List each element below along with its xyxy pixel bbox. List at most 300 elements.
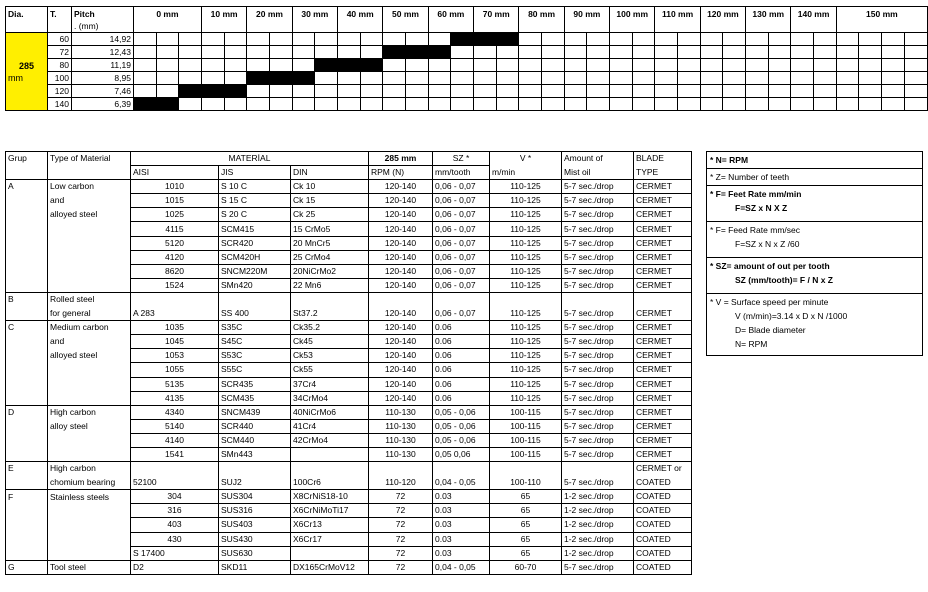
cell-din: 22 Mn6: [291, 278, 369, 292]
pitch-bar-segment: [338, 59, 361, 72]
grid-cell: [836, 46, 859, 59]
formula-notes: [706, 151, 923, 356]
grid-cell: [723, 85, 746, 98]
cell-jis: S 10 C: [219, 180, 291, 194]
grid-cell: [904, 46, 927, 59]
cell-jis: SUJ2: [219, 476, 291, 490]
grid-cell: [746, 72, 769, 85]
grid-cell: [269, 33, 292, 46]
cell-v: 110-125: [490, 349, 562, 363]
table-row: [6, 278, 692, 292]
grid-cell: [406, 33, 429, 46]
cell-rpm: 110-130: [369, 447, 433, 461]
grid-cell: [859, 72, 882, 85]
grid-cell: [338, 33, 361, 46]
header-material: MATERİAL: [131, 152, 369, 166]
grid-cell: [836, 72, 859, 85]
grid-cell: [678, 72, 701, 85]
group-label: [6, 447, 48, 461]
teeth-count: 140: [47, 98, 71, 111]
scale-label: 100 mm: [610, 7, 655, 33]
grid-cell: [610, 33, 633, 46]
teeth-count: 72: [47, 46, 71, 59]
grid-cell: [791, 46, 814, 59]
header-amount: Amount of: [562, 152, 634, 166]
cell-aisi: 430: [131, 532, 219, 546]
note-n-label: * N= RPM: [710, 155, 749, 165]
grid-cell: [224, 33, 247, 46]
pitch-bar-segment: [247, 72, 270, 85]
table-row: [6, 292, 692, 306]
grid-cell: [360, 85, 383, 98]
grid-cell: [179, 59, 202, 72]
header-dia: Dia.: [6, 7, 48, 33]
grid-cell: [156, 72, 179, 85]
grid-cell: [746, 85, 769, 98]
cell-sz: 0.06: [433, 377, 490, 391]
cell-din: 100Cr6: [291, 476, 369, 490]
grid-cell: [904, 72, 927, 85]
cell-rpm: 72: [369, 490, 433, 504]
grid-cell: [587, 85, 610, 98]
grid-cell: [587, 59, 610, 72]
cell-rpm: 120-140: [369, 264, 433, 278]
grid-cell: [247, 85, 270, 98]
cell-amount: 5-7 sec./drop: [562, 208, 634, 222]
cell-aisi: [131, 292, 219, 306]
grid-cell: [360, 98, 383, 111]
teeth-count: 80: [47, 59, 71, 72]
cell-blade: CERMET or: [634, 462, 692, 476]
table-row: [6, 335, 692, 349]
cell-sz: 0,05 - 0,06: [433, 433, 490, 447]
subheader-din: DIN: [291, 166, 369, 180]
note-f1-formula: F=SZ x N X Z: [735, 203, 788, 213]
grid-cell: [156, 33, 179, 46]
grid-cell: [451, 98, 474, 111]
cell-jis: SCR435: [219, 377, 291, 391]
table-row: [6, 433, 692, 447]
table-row: [6, 504, 692, 518]
cell-jis: SUS403: [219, 518, 291, 532]
grid-cell: [814, 85, 837, 98]
grid-cell: [655, 33, 678, 46]
group-label: [6, 391, 48, 405]
grid-cell: [269, 46, 292, 59]
material-type: for general: [48, 307, 131, 321]
grid-cell: [338, 46, 361, 59]
cell-amount: 5-7 sec./drop: [562, 377, 634, 391]
grid-cell: [723, 98, 746, 111]
table-row: [6, 391, 692, 405]
cell-amount: 5-7 sec./drop: [562, 194, 634, 208]
material-type: alloy steel: [48, 419, 131, 433]
grid-cell: [451, 85, 474, 98]
grid-cell: [224, 98, 247, 111]
grid-cell: [587, 98, 610, 111]
note-d-def: D= Blade diameter: [735, 325, 806, 335]
grid-cell: [474, 85, 497, 98]
cell-aisi: S 17400: [131, 546, 219, 560]
grid-cell: [791, 33, 814, 46]
grid-cell: [610, 98, 633, 111]
grid-cell: [519, 46, 542, 59]
pitch-row: [6, 85, 928, 98]
cell-v: 65: [490, 490, 562, 504]
grid-cell: [882, 85, 905, 98]
grid-cell: [428, 33, 451, 46]
cell-blade: COATED: [634, 560, 692, 574]
cell-amount: 5-7 sec./drop: [562, 180, 634, 194]
pitch-bar-segment: [406, 46, 429, 59]
grid-cell: [904, 59, 927, 72]
grid-cell: [292, 85, 315, 98]
grid-cell: [360, 33, 383, 46]
grid-cell: [269, 98, 292, 111]
group-label: [6, 504, 48, 518]
note-n: [707, 152, 922, 169]
cell-din: 41Cr4: [291, 419, 369, 433]
table-subheader-row: [6, 166, 692, 180]
cell-blade: CERMET: [634, 363, 692, 377]
grid-cell: [474, 46, 497, 59]
pitch-bar-segment: [269, 72, 292, 85]
grid-cell: [814, 59, 837, 72]
cell-v: 110-125: [490, 236, 562, 250]
pitch-bar-segment: [360, 59, 383, 72]
grid-cell: [746, 33, 769, 46]
cell-sz: 0.06: [433, 335, 490, 349]
cell-din: 34CrMo4: [291, 391, 369, 405]
cell-v: 110-125: [490, 391, 562, 405]
scale-label: 90 mm: [564, 7, 609, 33]
cell-amount: 5-7 sec./drop: [562, 433, 634, 447]
grid-cell: [247, 59, 270, 72]
material-type: [48, 546, 131, 560]
cell-v: 100-110: [490, 476, 562, 490]
material-type: and: [48, 194, 131, 208]
cell-aisi: 1025: [131, 208, 219, 222]
group-label: [6, 546, 48, 560]
grid-cell: [678, 46, 701, 59]
table-row: [6, 236, 692, 250]
cell-din: [291, 462, 369, 476]
cell-rpm: 110-130: [369, 405, 433, 419]
note-f1-label: * F= Feet Rate mm/min: [710, 189, 802, 199]
cell-v: 110-125: [490, 335, 562, 349]
grid-cell: [564, 98, 587, 111]
table-row: [6, 180, 692, 194]
cell-jis: SUS430: [219, 532, 291, 546]
cell-amount: 5-7 sec./drop: [562, 419, 634, 433]
grid-cell: [201, 72, 224, 85]
scale-label: 20 mm: [247, 7, 292, 33]
note-f2-formula: F=SZ x N x Z /60: [735, 239, 800, 249]
cell-jis: S 20 C: [219, 208, 291, 222]
note-z: [707, 169, 922, 186]
note-z-label: * Z= Number of teeth: [710, 172, 790, 182]
scale-label: 60 mm: [428, 7, 473, 33]
table-row: [6, 546, 692, 560]
grid-cell: [768, 59, 791, 72]
header-empty: [48, 166, 131, 180]
group-label: [6, 222, 48, 236]
note-sz-formula: SZ (mm/tooth)= F / N x Z: [735, 275, 833, 285]
pitch-bar-segment: [451, 33, 474, 46]
table-row: [6, 208, 692, 222]
grid-cell: [768, 72, 791, 85]
cell-amount: 1-2 sec./drop: [562, 532, 634, 546]
pitch-bar-segment: [179, 85, 202, 98]
cell-v: 110-125: [490, 250, 562, 264]
header-empty: [6, 166, 48, 180]
cell-blade: CERMET: [634, 180, 692, 194]
group-label: [6, 419, 48, 433]
cell-amount: 1-2 sec./drop: [562, 518, 634, 532]
cell-sz: 0.03: [433, 546, 490, 560]
cell-jis: S53C: [219, 349, 291, 363]
grid-cell: [451, 59, 474, 72]
grid-cell: [156, 46, 179, 59]
cell-v: 65: [490, 532, 562, 546]
cell-jis: SMn443: [219, 447, 291, 461]
grid-cell: [428, 85, 451, 98]
cell-blade: CERMET: [634, 447, 692, 461]
cell-amount: 1-2 sec./drop: [562, 490, 634, 504]
group-label: [6, 349, 48, 363]
grid-cell: [315, 85, 338, 98]
cell-blade: COATED: [634, 504, 692, 518]
cell-blade: CERMET: [634, 236, 692, 250]
group-label: C: [6, 321, 48, 335]
scale-label: 30 mm: [292, 7, 337, 33]
cell-aisi: 316: [131, 504, 219, 518]
table-row: [6, 476, 692, 490]
cell-jis: S35C: [219, 321, 291, 335]
note-f2: [707, 222, 922, 258]
grid-cell: [791, 72, 814, 85]
grid-cell: [768, 33, 791, 46]
cell-blade: CERMET: [634, 278, 692, 292]
header-pitch: [71, 7, 133, 33]
grid-cell: [133, 72, 156, 85]
material-type: [48, 222, 131, 236]
header-type: Type of Material: [48, 152, 131, 166]
grid-cell: [882, 33, 905, 46]
grid-cell: [428, 72, 451, 85]
cell-sz: 0,06 - 0,07: [433, 180, 490, 194]
note-sz: [707, 258, 922, 294]
cell-din: St37.2: [291, 307, 369, 321]
grid-cell: [451, 72, 474, 85]
cell-aisi: 4120: [131, 250, 219, 264]
grid-cell: [678, 59, 701, 72]
scale-label: 120 mm: [700, 7, 745, 33]
cell-rpm: 120-140: [369, 391, 433, 405]
pitch-row: [6, 46, 928, 59]
subheader-v: m/min: [490, 166, 562, 180]
note-v-label: * V = Surface speed per minute: [710, 297, 829, 307]
pitch-bar-segment: [133, 98, 156, 111]
table-header-row: [6, 152, 692, 166]
cell-rpm: 120-140: [369, 349, 433, 363]
cell-aisi: 1053: [131, 349, 219, 363]
material-table: [5, 151, 692, 575]
grid-cell: [383, 85, 406, 98]
cell-sz: 0,05 - 0,06: [433, 405, 490, 419]
material-type: [48, 264, 131, 278]
group-label: [6, 208, 48, 222]
subheader-sz: mm/tooth: [433, 166, 490, 180]
cell-jis: SUS304: [219, 490, 291, 504]
scale-label: 130 mm: [746, 7, 791, 33]
grid-cell: [564, 33, 587, 46]
cell-blade: [634, 292, 692, 306]
pitch-bar-segment: [315, 59, 338, 72]
cell-v: 100-115: [490, 447, 562, 461]
grid-cell: [768, 98, 791, 111]
table-row: [6, 250, 692, 264]
grid-cell: [269, 85, 292, 98]
grid-cell: [338, 98, 361, 111]
header-dia: 285 mm: [369, 152, 433, 166]
cell-jis: SUS316: [219, 504, 291, 518]
table-row: [6, 560, 692, 574]
grid-cell: [882, 59, 905, 72]
grid-cell: [179, 33, 202, 46]
cell-sz: 0.03: [433, 518, 490, 532]
grid-cell: [315, 46, 338, 59]
grid-cell: [859, 33, 882, 46]
group-label: F: [6, 490, 48, 504]
scale-label: 150 mm: [836, 7, 927, 33]
material-type: High carbon: [48, 462, 131, 476]
cell-sz: 0.06: [433, 391, 490, 405]
material-type: [48, 532, 131, 546]
table-row: [6, 462, 692, 476]
cell-rpm: 72: [369, 560, 433, 574]
material-type: High carbon: [48, 405, 131, 419]
grid-cell: [292, 59, 315, 72]
grid-cell: [859, 59, 882, 72]
grid-cell: [655, 46, 678, 59]
cell-v: 110-125: [490, 307, 562, 321]
cell-sz: 0,06 - 0,07: [433, 222, 490, 236]
cell-aisi: 4340: [131, 405, 219, 419]
cell-rpm: 72: [369, 504, 433, 518]
pitch-value: 7,46: [71, 85, 133, 98]
grid-cell: [360, 46, 383, 59]
grid-cell: [768, 85, 791, 98]
grid-cell: [814, 98, 837, 111]
cell-amount: 5-7 sec./drop: [562, 278, 634, 292]
pitch-bar-segment: [201, 85, 224, 98]
cell-v: 110-125: [490, 208, 562, 222]
pitch-bar-segment: [292, 72, 315, 85]
material-type: [48, 518, 131, 532]
material-type: Low carbon: [48, 180, 131, 194]
grid-cell: [814, 72, 837, 85]
cell-blade: CERMET: [634, 264, 692, 278]
cell-aisi: 4115: [131, 222, 219, 236]
cell-jis: SNCM439: [219, 405, 291, 419]
pitch-bar-segment: [156, 98, 179, 111]
grid-cell: [678, 98, 701, 111]
grid-cell: [882, 98, 905, 111]
scale-label: 0 mm: [133, 7, 201, 33]
material-type: alloyed steel: [48, 208, 131, 222]
grid-cell: [406, 72, 429, 85]
grid-cell: [610, 46, 633, 59]
grid-cell: [474, 59, 497, 72]
cell-rpm: 120-140: [369, 377, 433, 391]
grid-cell: [904, 33, 927, 46]
cell-blade: CERMET: [634, 433, 692, 447]
grid-cell: [655, 72, 678, 85]
cell-v: 110-125: [490, 278, 562, 292]
grid-cell: [496, 85, 519, 98]
dia-unit: mm: [8, 72, 23, 83]
grid-cell: [156, 85, 179, 98]
cell-aisi: 1010: [131, 180, 219, 194]
cell-rpm: 120-140: [369, 222, 433, 236]
pitch-bar-segment: [224, 85, 247, 98]
cell-amount: 5-7 sec./drop: [562, 405, 634, 419]
material-type: [48, 391, 131, 405]
cell-sz: 0.06: [433, 349, 490, 363]
grid-cell: [791, 59, 814, 72]
header-v: V *: [490, 152, 562, 166]
cell-amount: 5-7 sec./drop: [562, 447, 634, 461]
group-label: E: [6, 462, 48, 476]
grid-cell: [564, 85, 587, 98]
grid-cell: [224, 46, 247, 59]
cell-sz: 0.06: [433, 363, 490, 377]
note-f1: [707, 186, 922, 222]
cell-amount: 5-7 sec./drop: [562, 363, 634, 377]
scale-label: 80 mm: [519, 7, 564, 33]
grid-cell: [474, 98, 497, 111]
grid-cell: [247, 46, 270, 59]
grid-cell: [723, 33, 746, 46]
subheader-rpm: RPM (N): [369, 166, 433, 180]
cell-v: 110-125: [490, 363, 562, 377]
grid-cell: [542, 59, 565, 72]
cell-v: 110-125: [490, 194, 562, 208]
grid-cell: [406, 98, 429, 111]
grid-cell: [542, 72, 565, 85]
cell-blade: CERMET: [634, 419, 692, 433]
material-type: [48, 236, 131, 250]
table-row: [6, 194, 692, 208]
grid-cell: [179, 98, 202, 111]
cell-sz: 0.06: [433, 321, 490, 335]
grid-cell: [474, 72, 497, 85]
cell-sz: 0,06 - 0,07: [433, 208, 490, 222]
cell-jis: SKD11: [219, 560, 291, 574]
header-grup: Grup: [6, 152, 48, 166]
cell-amount: 5-7 sec./drop: [562, 335, 634, 349]
teeth-count: 100: [47, 72, 71, 85]
group-label: [6, 278, 48, 292]
table-row: [6, 307, 692, 321]
grid-cell: [587, 72, 610, 85]
cell-din: Ck35.2: [291, 321, 369, 335]
cell-blade: COATED: [634, 532, 692, 546]
grid-cell: [587, 33, 610, 46]
grid-cell: [224, 59, 247, 72]
cell-v: 60-70: [490, 560, 562, 574]
